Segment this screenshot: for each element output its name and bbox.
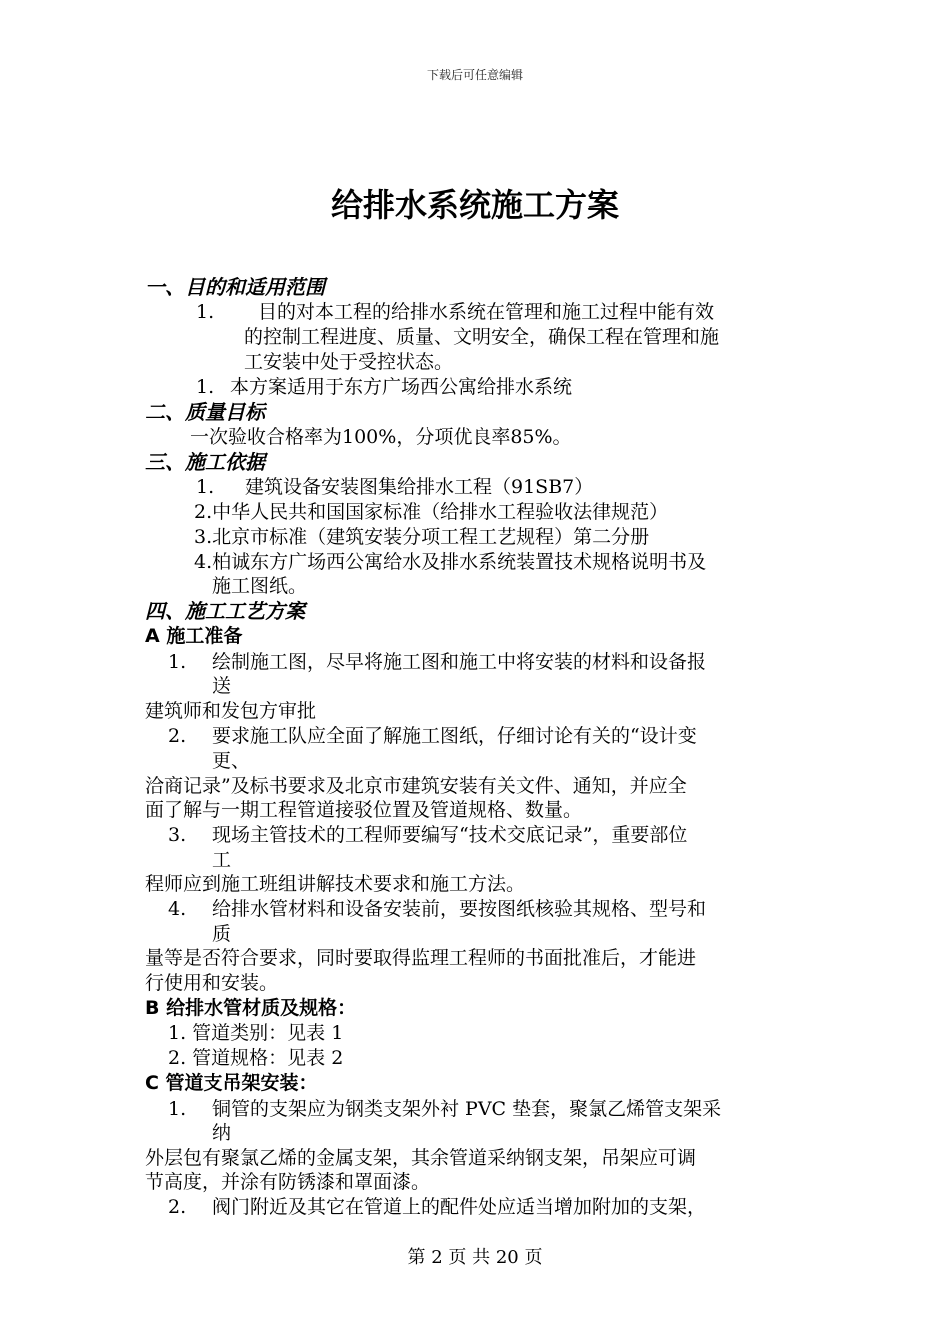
section-heading-3: 三、施工依据 [145, 450, 265, 474]
paragraph-line: 现场主管技术的工程师要编写“技术交底记录”，重要部位 [212, 824, 688, 846]
paragraph-line: 一次验收合格率为100%，分项优良率85%。 [190, 426, 572, 448]
subsection-heading-c: C 管道支吊架安装： [145, 1072, 318, 1094]
paragraph-line: 建筑设备安装图集给排水工程（91SB7） [245, 476, 594, 498]
paragraph-line: 行使用和安装。 [145, 972, 279, 994]
paragraph-line: 施工图纸。 [212, 575, 308, 597]
list-number: 3. [168, 824, 187, 846]
paragraph-line: 目的对本工程的给排水系统在管理和施工过程中能有效 [258, 301, 715, 323]
subsection-heading-b: B 给排水管材质及规格： [145, 997, 357, 1019]
paragraph-line: 建筑师和发包方审批 [145, 700, 317, 722]
paragraph-line: 外层包有聚氯乙烯的金属支架，其余管道采纳钢支架，吊架应可调 [145, 1147, 697, 1169]
paragraph-line: 量等是否符合要求，同时要取得监理工程师的书面批准后，才能进 [145, 947, 697, 969]
paragraph-line: 更、 [212, 750, 251, 772]
paragraph-line: 质 [212, 923, 232, 945]
paragraph-line: 2.中华人民共和国国家标准（给排水工程验收法律规范） [194, 501, 669, 523]
paragraph-line: 绘制施工图，尽早将施工图和施工中将安装的材料和设备报 [212, 651, 707, 673]
paragraph-line: 的控制工程进度、质量、文明安全，确保工程在管理和施 [244, 326, 720, 348]
paragraph-line: 1. 管道类别：见表 1 [168, 1022, 344, 1044]
document-title: 给排水系统施工方案 [330, 186, 619, 224]
section-heading-4: 四、施工工艺方案 [145, 599, 305, 623]
paragraph-line: 节高度，并涂有防锈漆和罩面漆。 [145, 1171, 431, 1193]
list-number: 1. [196, 376, 215, 398]
list-number: 4. [168, 898, 187, 920]
paragraph-line: 阀门附近及其它在管道上的配件处应适当增加附加的支架， [212, 1196, 707, 1218]
paragraph-line: 面了解与一期工程管道接驳位置及管道规格、数量。 [145, 799, 583, 821]
paragraph-line: 3.北京市标准（建筑安装分项工程工艺规程）第二分册 [194, 526, 650, 548]
list-number: 2. [168, 725, 187, 747]
list-number: 2. [168, 1196, 187, 1218]
paragraph-line: 纳 [212, 1122, 232, 1144]
section-heading-1: 一、目的和适用范围 [145, 275, 325, 299]
list-number: 1. [196, 301, 215, 323]
paragraph-line: 工安装中处于受控状态。 [244, 351, 454, 373]
paragraph-line: 要求施工队应全面了解施工图纸，仔细讨论有关的“设计变 [212, 725, 697, 747]
paragraph-line: 4.柏诚东方广场西公寓给水及排水系统装置技术规格说明书及 [194, 551, 707, 573]
paragraph-line: 送 [212, 675, 232, 697]
list-number: 1. [168, 1098, 187, 1120]
paragraph-line: 铜管的支架应为钢类支架外衬 PVC 垫套，聚氯乙烯管支架采 [212, 1098, 722, 1120]
paragraph-line: 程师应到施工班组讲解技术要求和施工方法。 [145, 873, 526, 895]
page-header: 下载后可任意编辑 [426, 68, 523, 82]
section-heading-2: 二、质量目标 [145, 400, 265, 424]
paragraph-line: 2. 管道规格：见表 2 [168, 1047, 344, 1069]
paragraph-line: 工 [212, 849, 232, 871]
subsection-heading-a: A 施工准备 [145, 625, 243, 647]
list-number: 1. [168, 651, 187, 673]
paragraph-line: 本方案适用于东方广场西公寓给排水系统 [230, 376, 573, 398]
page-footer: 第 2 页 共 20 页 [407, 1247, 543, 1268]
paragraph-line: 洽商记录”及标书要求及北京市建筑安装有关文件、通知，并应全 [145, 775, 687, 797]
paragraph-line: 给排水管材料和设备安装前，要按图纸核验其规格、型号和 [212, 898, 707, 920]
list-number: 1. [196, 476, 215, 498]
